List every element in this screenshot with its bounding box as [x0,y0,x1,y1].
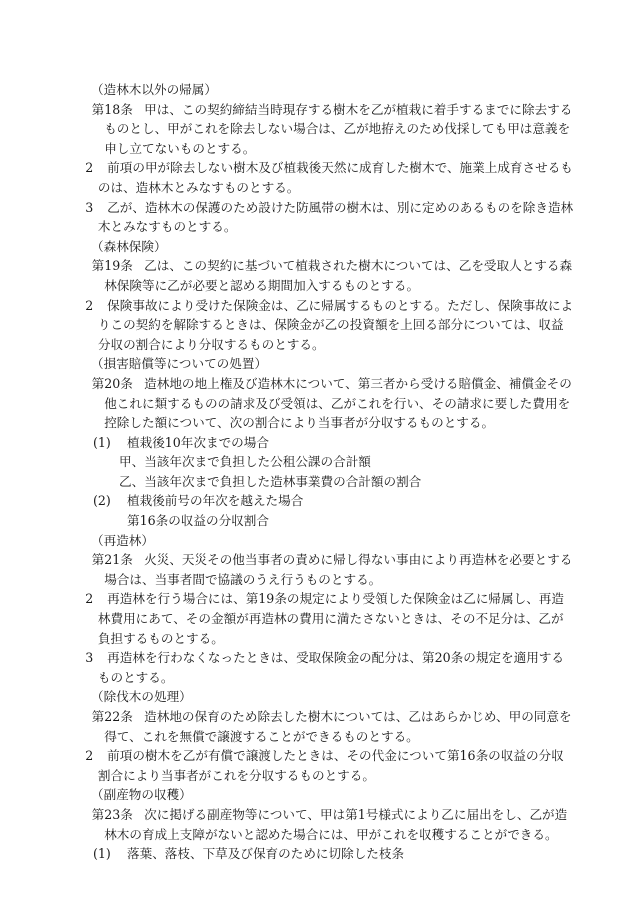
paragraph-number: 3 [85,199,94,215]
article-number: 第21条 [91,552,133,568]
article-text: 造林地の地上権及び造林木について、第三者から受ける賠償金、補償金その他これに類するものの請求及び受領は、乙がこれを行い、その請求に要した費用を控除した額について、次の割合により当事者が分収するものとする。 [104,375,572,431]
section-heading: （副産物の収穫） [91,787,192,803]
article-text: 火災、天災その他当事者の責めに帰し得ない事由により再造林を必要とする場合は、当事者間で協議のうえ行うものとする。 [104,552,573,587]
article-number: 第23条 [91,806,133,822]
article-23 [79,805,575,844]
item-number: (2) [93,493,111,509]
paragraph-text: 前項の樹木を乙が有償で譲渡したときは、その代金について第16条の収益の分収割合により当事者がこれを分収するものとする。 [97,748,564,783]
paragraph [79,746,575,785]
paragraph [79,589,575,648]
section-heading: （再造林） [91,532,154,548]
article-text: 次に掲げる副産物等について、甲は第1号様式により乙に届出をし、乙が造林木の育成上支障がないと認めた場合には、甲がこれを収穫することができる。 [104,806,568,842]
article-number: 第19条 [91,258,133,274]
paragraph-text: 再造林を行わなくなったときは、受取保険金の配分は、第20条の規定を適用するものとする。 [97,650,564,685]
sub-item: 甲、当該年次まで負担した公租公課の合計額 [119,454,371,470]
item-text: 植栽後10年次までの場合 [127,434,269,450]
article-number: 第20条 [91,375,133,391]
article-19 [79,256,575,295]
section-heading: （損害賠償等についての処置） [91,356,268,372]
paragraph-text: 前項の甲が除去しない樹木及び植栽後天然に成育した樹木で、施業上成育させるものは、造林木とみなすものとする。 [97,160,573,195]
paragraph-number: 2 [85,160,94,176]
article-text: 造林地の保育のため除去した樹木については、乙はあらかじめ、甲の同意を得て、これを無償で譲渡することができるものとする。 [104,709,572,744]
sub-item: 乙、当該年次まで負担した造林事業費の合計額の割合 [119,473,422,489]
paragraph-number: 2 [85,591,94,607]
article-number: 第18条 [91,101,133,117]
sub-item: 第16条の収益の分収割合 [127,513,269,529]
article-number: 第22条 [91,709,133,724]
item-text: 植栽後前号の年次を越えた場合 [127,493,304,509]
item-number: (1) [93,434,111,450]
list-item [79,491,575,511]
paragraph-number: 2 [85,748,94,764]
article-21 [79,550,575,589]
list-item [79,844,575,864]
section-heading: （森林保険） [91,238,167,254]
paragraph [79,648,575,687]
paragraph [79,296,575,355]
paragraph [79,198,575,237]
list-item [79,433,575,453]
article-text: 甲は、この契約締結当時現存する樹木を乙が植栽に着手するまでに除去するものとし、甲がこれを除去しない場合は、乙が地拵えのため伐採しても甲は意義を申し立てないものとする。 [104,101,573,156]
paragraph-text: 再造林を行う場合には、第19条の規定により受領した保険金は乙に帰属し、再造林費用にあて、その金額が再造林の費用に満たさないときは、その不足分は、乙が負担するものとする。 [97,591,564,646]
paragraph-text: 乙が、造林木の保護のため設けた防風帯の樹木は、別に定めのあるものを除き造林木とみなすものとする。 [97,199,574,235]
item-text: 落葉、落枝、下草及び保育のために切除した枝条 [127,846,405,862]
paragraph-number: 3 [85,650,94,666]
item-number: (1) [93,846,111,862]
paragraph-number: 2 [85,297,94,313]
section-heading: （造林木以外の帰属） [91,82,217,97]
article-20 [79,374,575,433]
article-text: 乙は、この契約に基づいて植栽された樹木については、乙を受取人とする森林保険等に乙が必要と認める期間加入するものとする。 [104,258,573,293]
section-heading: （除伐木の処理） [91,689,192,705]
article-22 [79,707,575,746]
paragraph [79,158,575,197]
paragraph-text: 保険事故により受けた保険金は、乙に帰属するものとする。ただし、保険事故によりこの契約を解除するときは、保険金が乙の投資額を上回る部分については、収益分収の割合により分収するものとする。 [97,297,574,352]
article-18 [79,100,575,159]
